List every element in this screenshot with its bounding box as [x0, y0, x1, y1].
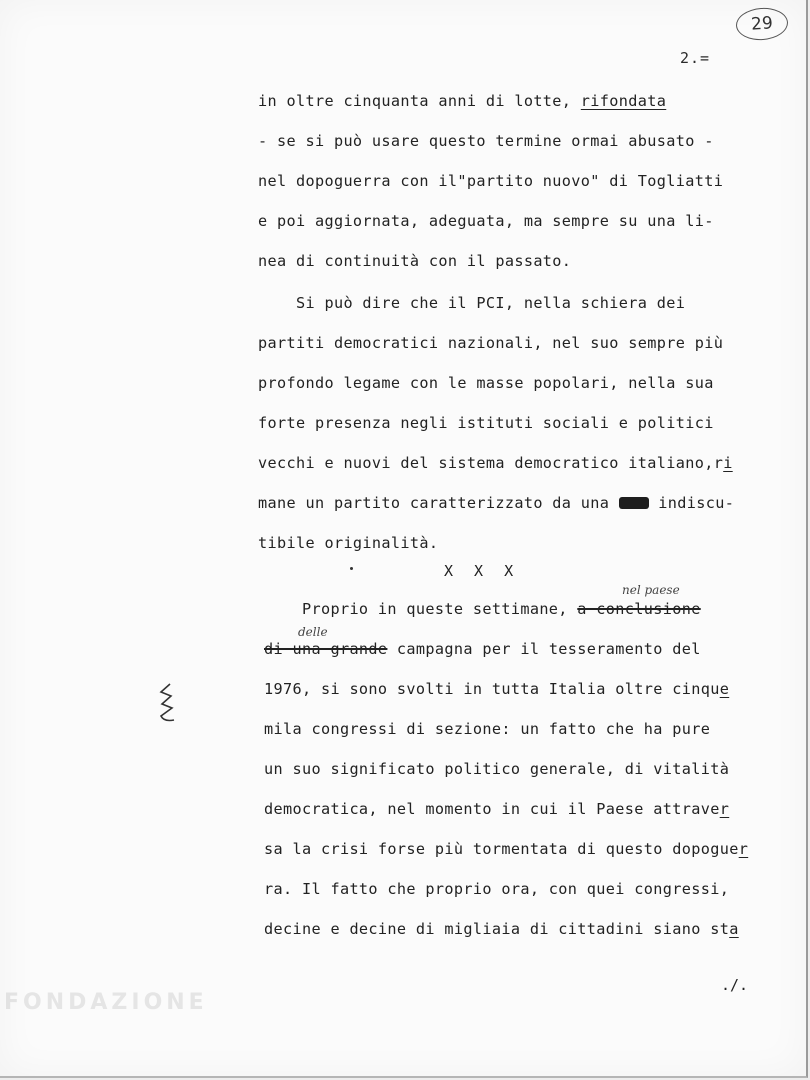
- text-line: tibile originalità.: [258, 534, 439, 552]
- text-line: Proprio in queste settimane, a conclusione: [264, 600, 701, 618]
- handwritten-insertion-delle: delle: [298, 625, 328, 639]
- archive-page-stamp: 29: [735, 6, 789, 42]
- text-line: nea di continuità con il passato.: [258, 252, 572, 270]
- underlined-text: r: [738, 840, 749, 858]
- text-line: Si può dire che il PCI, nella schiera dei: [258, 294, 686, 312]
- section-separator: X X X: [444, 562, 516, 580]
- underlined-text: i: [723, 454, 733, 472]
- ink-blot: [619, 497, 649, 509]
- text-line: forte presenza negli istituti sociali e politici: [258, 414, 714, 432]
- text-line: di una grande campagna per il tesseramento del: [264, 640, 701, 658]
- text-line: vecchi e nuovi del sistema democratico italiano,ri: [258, 454, 733, 472]
- text-line: partiti democratici nazionali, nel suo sempre più: [258, 334, 724, 352]
- page-number: 2.=: [680, 49, 711, 67]
- text-line: democratica, nel momento in cui il Paese attraver: [264, 800, 730, 818]
- text-line: in oltre cinquanta anni di lotte, rifondata: [258, 92, 667, 110]
- text-line: un suo significato politico generale, di vitalità: [264, 760, 730, 778]
- text-line: sa la crisi forse più tormentata di questo dopoguer: [264, 840, 749, 858]
- archive-watermark: FONDAZIONE: [4, 990, 208, 1015]
- text-line: e poi aggiornata, adeguata, ma sempre su una li-: [258, 212, 714, 230]
- margin-annotation-mark: [156, 682, 178, 724]
- text-line: nel dopoguerra con il"partito nuovo" di Togliatti: [258, 172, 724, 190]
- handwritten-insertion-nel-paese: nel paese: [622, 583, 680, 597]
- text-line: decine e decine di migliaia di cittadini siano sta: [264, 920, 739, 938]
- text-line: ra. Il fatto che proprio ora, con quei congressi,: [264, 880, 730, 898]
- text-line: mane un partito caratterizzato da una indiscu-: [258, 494, 735, 512]
- text-line: - se si può usare questo termine ormai abusato -: [258, 132, 714, 150]
- text-line: 1976, si sono svolti in tutta Italia oltre cinque: [264, 680, 730, 698]
- struck-text: di una grande: [264, 640, 388, 658]
- text-line: profondo legame con le masse popolari, nella sua: [258, 374, 714, 392]
- underlined-text: rifondata: [580, 92, 667, 110]
- continuation-mark: ./.: [721, 976, 749, 994]
- underlined-text: a: [729, 920, 739, 938]
- underlined-text: r: [719, 800, 730, 818]
- text-line: mila congressi di sezione: un fatto che ha pure: [264, 720, 711, 738]
- struck-text: a conclusione: [577, 600, 701, 618]
- stray-dot: [350, 567, 353, 570]
- underlined-text: e: [719, 680, 730, 698]
